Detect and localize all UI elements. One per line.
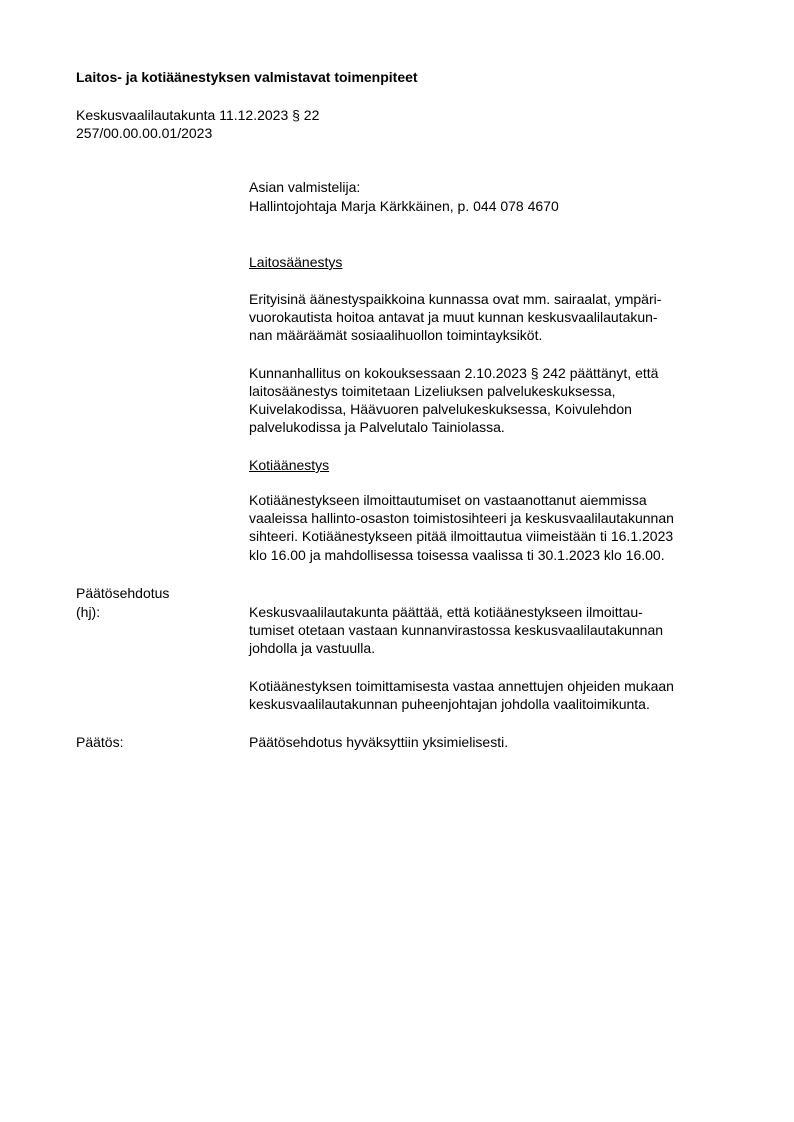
institutional-voting-heading: Laitosäänestys — [249, 254, 343, 270]
home-voting-heading: Kotiäänestys — [249, 457, 330, 473]
decision-label: Päätös: — [76, 734, 124, 750]
page-title: Laitos- ja kotiäänestyksen valmistavat toimenpiteet — [76, 69, 418, 85]
paragraph-line: Kuivelakodissa, Häävuoren palvelukeskuksessa, Koivulehdon — [249, 401, 632, 417]
paragraph-line: Kotiäänestykseen ilmoittautumiset on vastaanottanut aiemmissa — [249, 492, 647, 508]
paragraph-line: nan määräämät sosiaalihuollon toimintayksiköt. — [249, 327, 543, 343]
paragraph-line: palvelukodissa ja Palvelutalo Tainiolassa. — [249, 419, 505, 435]
paragraph-line: sihteeri. Kotiäänestykseen pitää ilmoittautua viimeistään ti 16.1.2023 — [249, 528, 674, 544]
paragraph-line: Erityisinä äänestyspaikkoina kunnassa ovat mm. sairaalat, ympäri- — [249, 291, 662, 307]
paragraph-line: vaaleissa hallinto-osaston toimistosihteeri ja keskusvaalilautakunnan — [249, 510, 674, 526]
decision-text: Päätösehdotus hyväksyttiin yksimielisesti. — [249, 734, 509, 750]
paragraph-line: Keskusvaalilautakunta päättää, että kotiäänestykseen ilmoittau- — [249, 604, 643, 620]
proposal-label: Päätösehdotus — [76, 585, 170, 601]
proposal-label-preparer: (hj): — [76, 604, 101, 620]
paragraph-line: klo 16.00 ja mahdollisessa toisessa vaalissa ti 30.1.2023 klo 16.00. — [249, 547, 665, 563]
paragraph-line: keskusvaalilautakunnan puheenjohtajan johdolla vaalitoimikunta. — [249, 696, 650, 712]
paragraph-line: Kunnanhallitus on kokouksessaan 2.10.2023 § 242 päättänyt, että — [249, 365, 659, 381]
paragraph-line: vuorokautista hoitoa antavat ja muut kunnan keskusvaalilautakun- — [249, 309, 658, 325]
meeting-reference: Keskusvaalilautakunta 11.12.2023 § 22 — [76, 107, 320, 123]
paragraph-line: Kotiäänestyksen toimittamisesta vastaa annettujen ohjeiden mukaan — [249, 678, 674, 694]
paragraph-line: tumiset otetaan vastaan kunnanvirastossa keskusvaalilautakunnan — [249, 622, 664, 638]
paragraph-line: johdolla ja vastuulla. — [249, 640, 376, 656]
paragraph-line: laitosäänestys toimitetaan Lizeliuksen palvelukeskuksessa, — [249, 383, 616, 399]
preparer-label: Asian valmistelija: — [249, 179, 361, 195]
preparer-name: Hallintojohtaja Marja Kärkkäinen, p. 044 078 4670 — [249, 198, 559, 214]
record-number: 257/00.00.00.01/2023 — [76, 125, 213, 141]
